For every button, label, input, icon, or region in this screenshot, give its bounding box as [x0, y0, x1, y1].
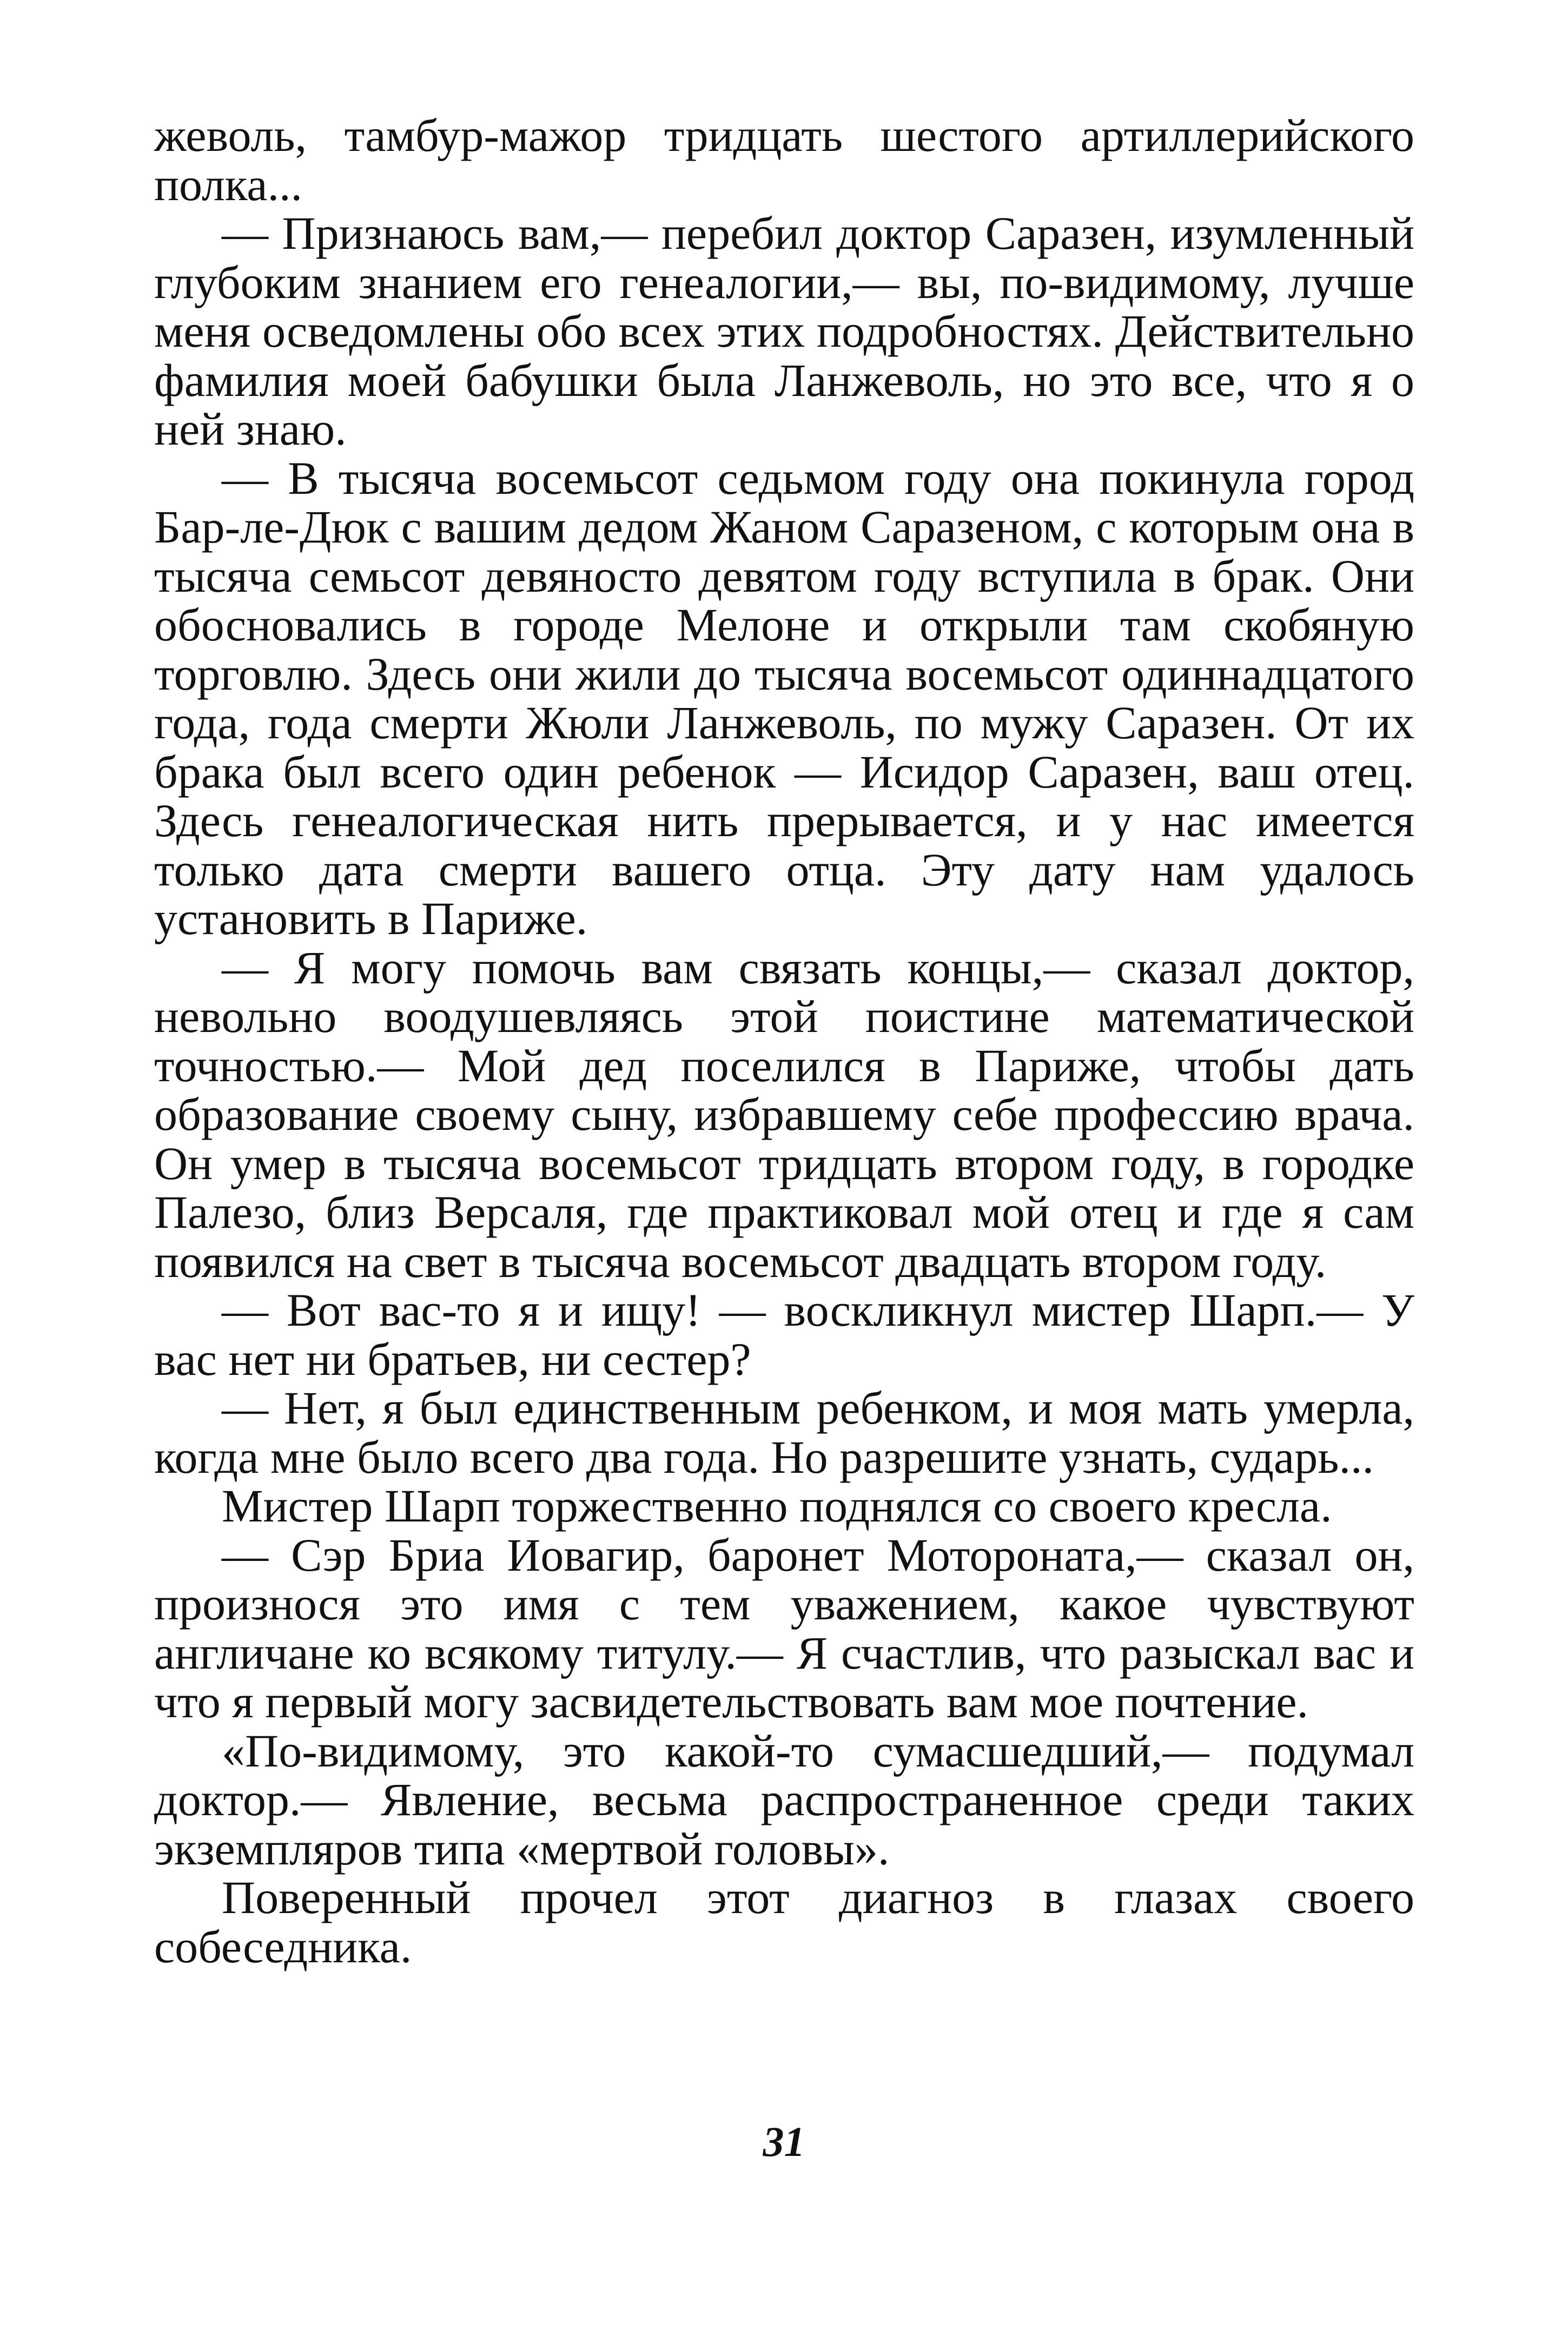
paragraph-4: — Я могу помочь вам связать концы,— сказал доктор, невольно воодушевляясь этой поистине математической точностью.— Мой дед поселился в Париже, чтобы дать образование своему сыну, избравшему себе профессию врача. Он умер в тысяча восемьсот тридцать втором году, в городке Палезо, близ Версаля, где практиковал мой отец и где я сам появился на свет в тысяча восемьсот двадцать втором году. [154, 941, 1414, 1287]
paragraph-6: — Нет, я был единственным ребенком, и моя мать умерла, когда мне было всего два года. Но разрешите узнать, сударь... [154, 1382, 1414, 1483]
paragraph-10: Поверенный прочел этот диагноз в глазах своего собеседника. [154, 1871, 1414, 1973]
paragraph-8: — Сэр Бриа Иовагир, баронет Моторoната,— сказал он, произнося это имя с тем уважением, какое чувствуют англичане ко всякому титулу.— Я счастлив, что разыскал вас и что я первый могу засвидетельствовать вам мое почтение. [154, 1528, 1414, 1728]
page-number: 31 [763, 2118, 805, 2165]
paragraph-7: Мистер Шарп торжественно поднялся со своего кресла. [222, 1480, 1332, 1532]
paragraph-5: — Вот вас-то я и ищу! — воскликнул мистер Шарп.— У вас нет ни братьев, ни сестер? [154, 1284, 1414, 1385]
paragraph-1: жеволь, тамбур-мажор тридцать шестого артиллерийского полка... [154, 109, 1414, 210]
body-text [154, 111, 1414, 1971]
paragraph-2: — Признаюсь вам,— перебил доктор Саразен, изумленный глубоким знанием его генеалогии,— вы, по-видимому, лучше меня осведомлены обо всех этих подробностях. Действительно фамилия моей бабушки была Ланжеволь, но это все, что я о ней знаю. [154, 207, 1414, 455]
paragraph-3: — В тысяча восемьсот седьмом году она покинула город Бар-ле-Дюк с вашим дедом Жаном Саразеном, с которым она в тысяча семьсот девяносто девятом году вступила в брак. Они обосновались в городе Мелоне и открыли там скобяную торговлю. Здесь они жили до тысяча восемьсот одиннадцатого года, года смерти Жюли Ланжеволь, по мужу Саразен. От их брака был всего один ребенок — Исидор Саразен, ваш отец. Здесь генеалогическая нить прерывается, и у нас имеется только дата смерти вашего отца. Эту дату нам удалось установить в Париже. [154, 452, 1414, 944]
paragraph-9: «По-видимому, это какой-то сумасшедший,— подумал доктор.— Явление, весьма распространенное среди таких экземпляров типа «мертвой головы». [154, 1724, 1414, 1875]
